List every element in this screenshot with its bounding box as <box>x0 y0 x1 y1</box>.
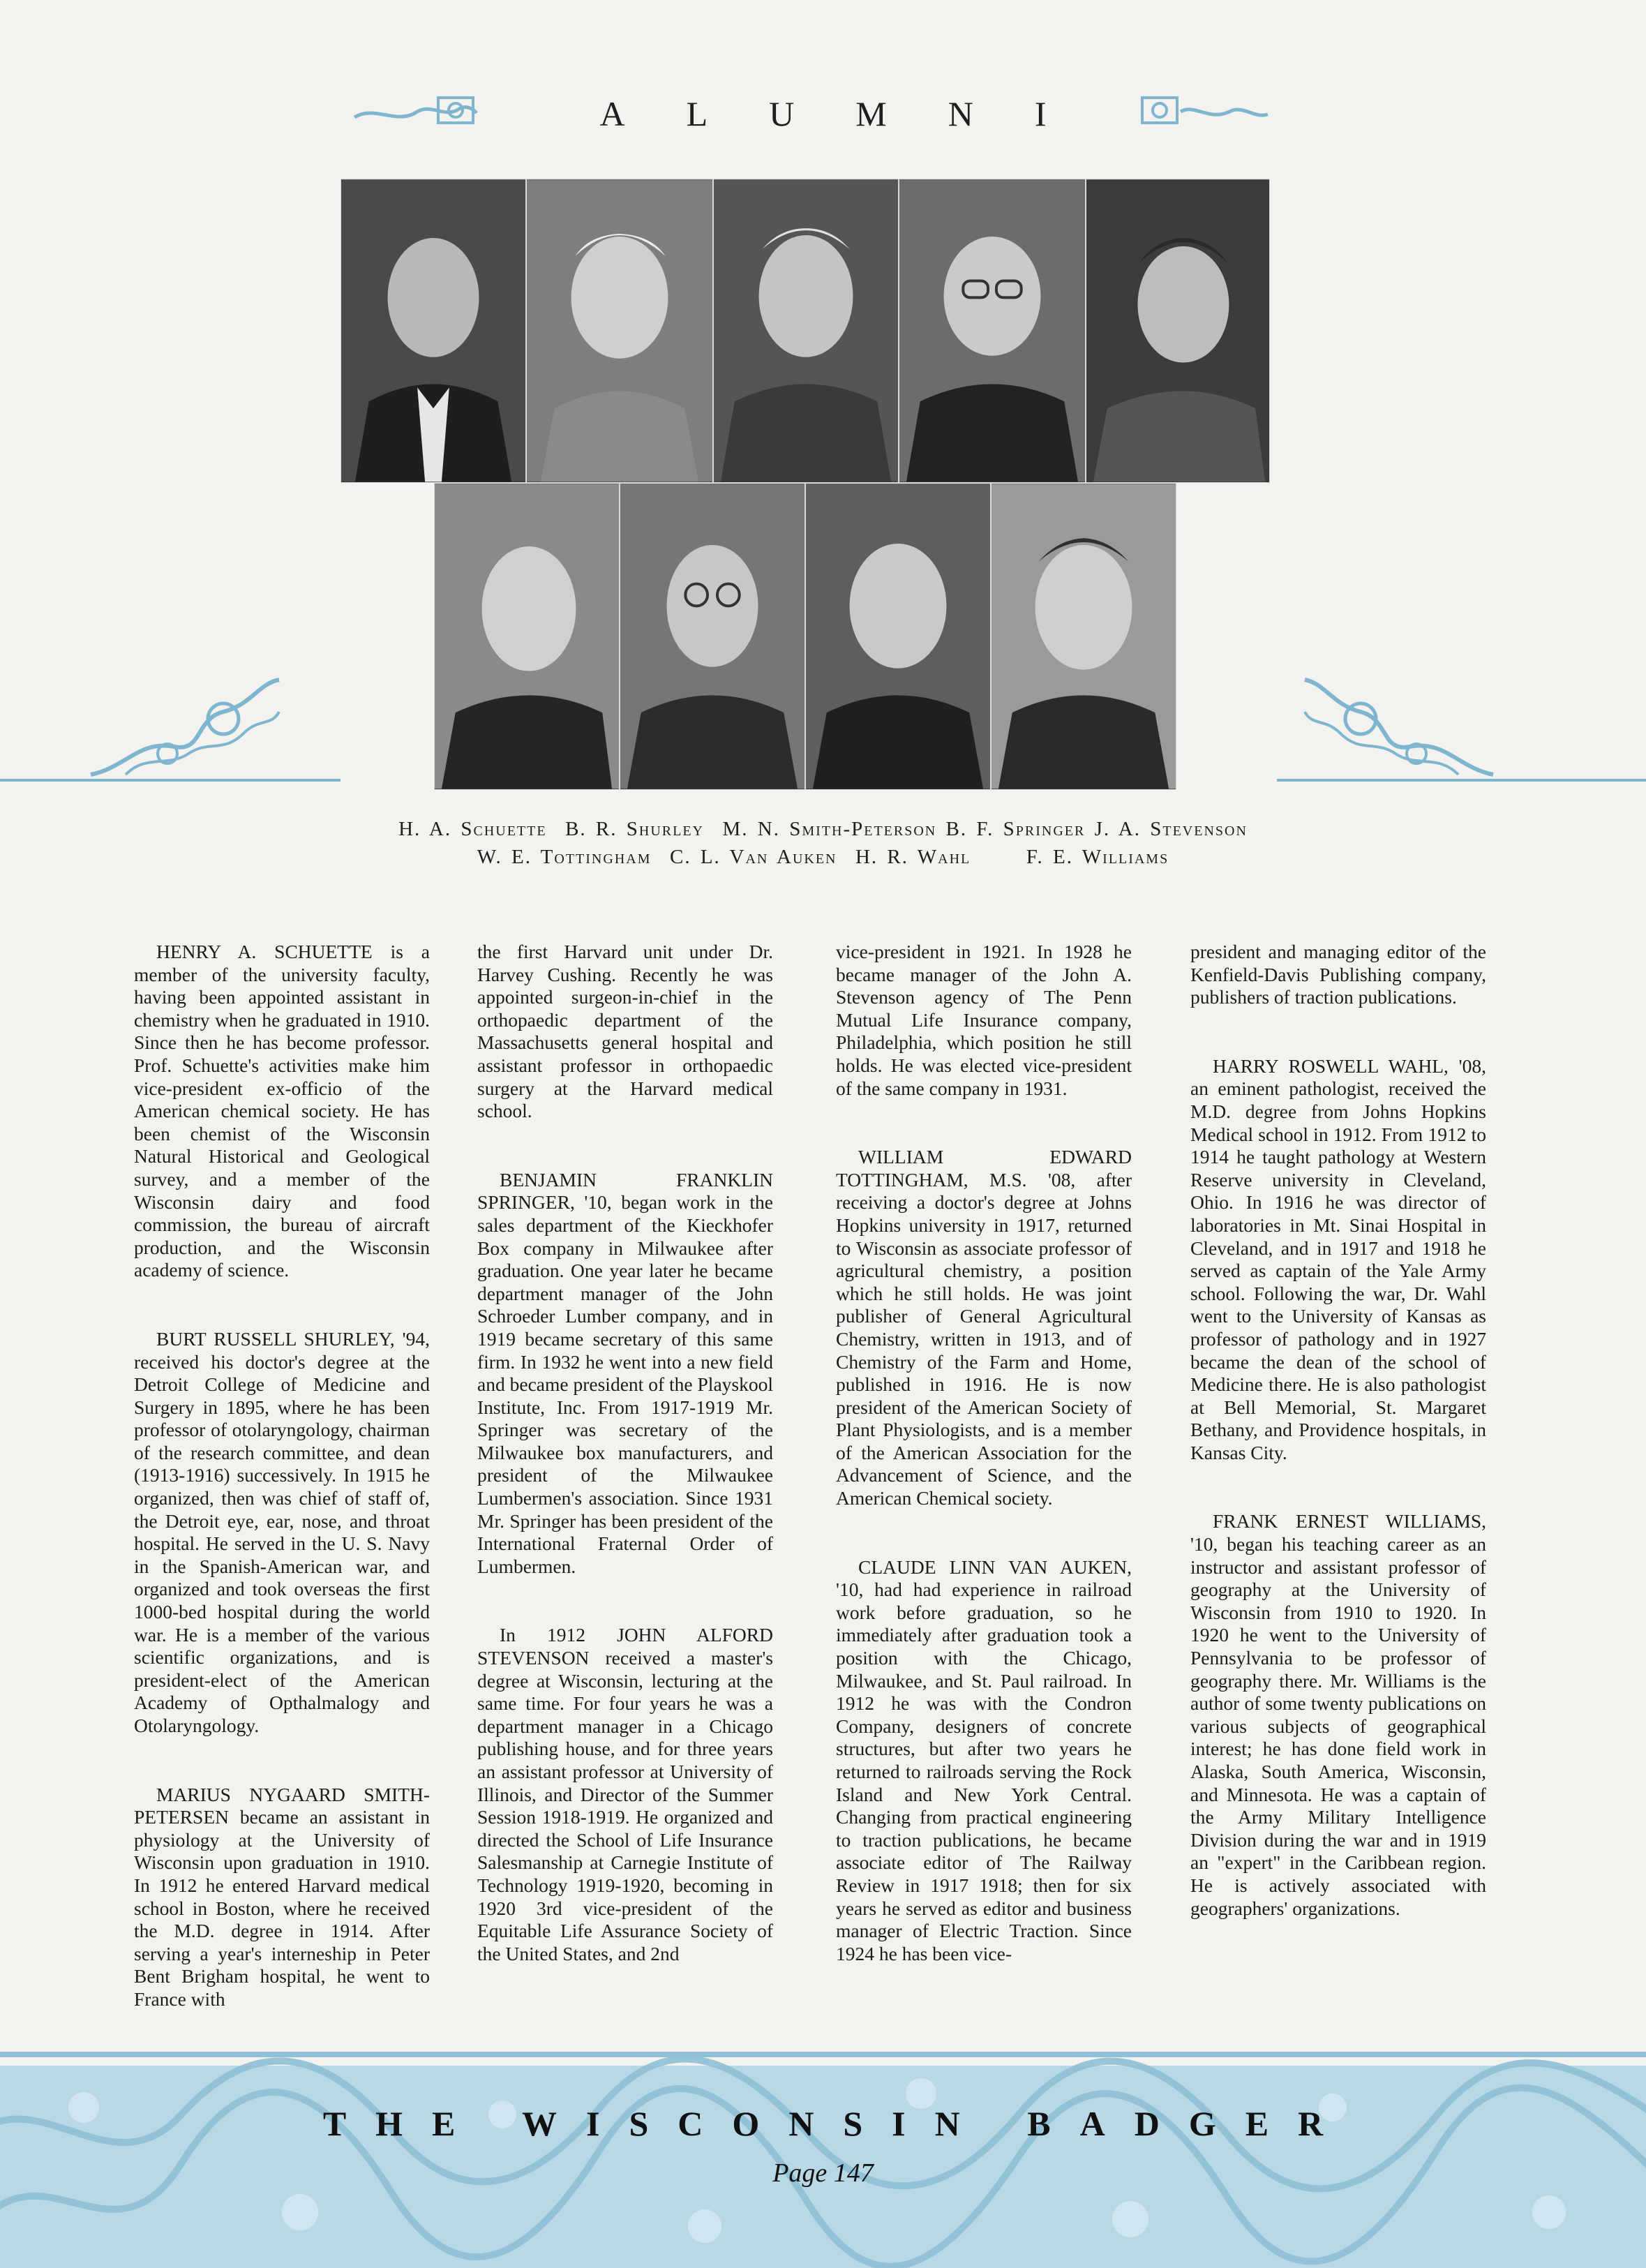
bio-van-auken: CLAUDE LINN VAN AUKEN, '10, had had experience in railroad work before graduation, so he immediately after graduation took a position with the Chicago, Milwaukee, and St. Paul railroad. In 1912 he was with the Condron Company, designers of concrete structures, but after two years he returned to railroads serving the Rock Island and New York Central. Changing from practical engineering to traction publications, he became associate editor of The Railway Review in 1917 1918; then for six years he served as editor and business manager of Electric Traction. Since 1924 he has been vice- <box>836 1555 1132 1964</box>
portrait-schuette <box>341 179 526 483</box>
portrait-grid <box>341 179 1277 790</box>
portrait-van-auken <box>620 483 805 790</box>
bio-shurley: BURT RUSSELL SHURLEY, '94, received his doctor's degree at the Detroit College of Medicine and Surgery in 1895, where he has been professor of otolaryngology, chairman of the research committee, and dean (1913-1916) successively. In 1915 he organized, then was chief of staff of, the Detroit eye, ear, nose, and throat hospital. He served in the U. S. Navy in the Spanish-American war, and organized and took overseas the first 1000-bed hospital during the world war. He is a member of the various scientific organizations, and is president-elect of the American Academy of Opthalmalogy and Otolaryngology. <box>134 1327 430 1736</box>
page-number: Page 147 <box>772 2158 874 2188</box>
footer-title: THE WISCONSIN BADGER <box>322 2104 1353 2143</box>
bio-smith-petersen-cont: the first Harvard unit under Dr. Harvey Cushing. Recently he was appointed surgeon-in-chief in the orthopaedic department of the Massachusetts general hospital and assistant professor in orthopaedic surgery at the Harvard medical school. <box>477 941 773 1122</box>
bio-wahl: HARRY ROSWELL WAHL, '08, an eminent pathologist, received the M.D. degree from Johns Hopkins Medical school in 1912. From 1912 to 1914 he taught pathology at Western Reserve university in Cleveland, Ohio. In 1916 he was director of laboratories in Mt. Sinai Hospital in Cleveland, and in 1917 and 1918 he served as captain of the Yale Army school. Following the war, Dr. Wahl went to the University of Kansas as professor of pathology and in 1927 became the dean of the school of Medicine there. He is also pathologist at Bell Memorial, St. Margaret Bethany, and Providence hospitals, in Kansas City. <box>1190 1054 1486 1463</box>
bio-springer: BENJAMIN FRANKLIN SPRINGER, '10, began work in the sales department of the Kieckhofer Box company in Milwaukee after graduation. One year later he became department manager of the John Schroeder Lumber company, and in 1919 became secretary of this same firm. In 1932 he went into a new field and became president of the Playskool Institute, Inc. From 1917-1919 Mr. Springer was secretary of the Milwaukee box manufacturers, and president of the Milwaukee Lumbermen's association. Since 1931 Mr. Springer has been president of the International Fraternal Order of Lumbermen. <box>477 1168 773 1577</box>
portrait-shurley <box>526 179 713 483</box>
portrait-tottingham <box>434 483 620 790</box>
bio-williams: FRANK ERNEST WILLIAMS, '10, began his teaching career as an instructor and assistant professor of geography at the University of Wisconsin from 1910 to 1920. In 1920 he went to the University of Pennsylvania to be professor of geography there. Mr. Williams is the author of some twenty publications on various subjects of geographical interest; he has done field work in Alaska, South America, Wisconsin, and Minnesota. He was a captain of the Army Military Intelligence Division during the war and in 1919 an "expert" in the Caribbean region. He is actively associated with geographers' organizations. <box>1190 1510 1486 1919</box>
page-header <box>0 89 1646 138</box>
bio-smith-petersen: MARIUS NYGAARD SMITH-PETERSEN became an assistant in physiology at the University of Wisconsin upon graduation in 1910. In 1912 he entered Harvard medical school in Boston, where he received the M.D. degree in 1914. After serving a year's interneship in Peter Bent Brigham hospital, he went to France with <box>134 1783 430 2010</box>
portrait-caption-row-2: W. E. Tottingham C. L. Van Auken H. R. Wahl F. E. Williams <box>477 846 1169 868</box>
portrait-williams <box>991 483 1176 790</box>
bio-stevenson-cont: vice-president in 1921. In 1928 he became manager of the John A. Stevenson agency of The Penn Mutual Life Insurance company, Philadelphia, which position he still holds. He was elected vice-president of the same company in 1931. <box>836 941 1132 1099</box>
bio-van-auken-cont: president and managing editor of the Kenfield-Davis Publishing company, publishers of traction publications. <box>1190 941 1486 1008</box>
bio-tottingham: WILLIAM EDWARD TOTTINGHAM, M.S. '08, after receiving a doctor's degree at Johns Hopkins university in 1917, returned to Wisconsin as associate professor of agricultural chemistry, a position which he still holds. He was joint publisher of General Agricultural Chemistry, written in 1913, and of Chemistry of the Farm and Home, published in 1916. He is now president of the American Society of Plant Physiologists, and is a member of the American Association for the Advancement of Science, and the American Chemical society. <box>836 1146 1132 1509</box>
biography-columns <box>134 941 1518 2029</box>
scroll-ornament-left-icon <box>84 670 286 784</box>
portrait-wahl <box>805 483 991 790</box>
portrait-caption-row-1: H. A. Schuette B. R. Shurley M. N. Smith-Peterson B. F. Springer J. A. Stevenson <box>398 818 1248 840</box>
portrait-smith-petersen <box>713 179 899 483</box>
bio-column-2 <box>477 941 773 2011</box>
bio-column-4 <box>1190 941 1486 1966</box>
page-footer <box>0 2052 1646 2268</box>
bio-schuette: HENRY A. SCHUETTE is a member of the university faculty, having been appointed assistant in chemistry when he graduated in 1910. Since then he has become professor. Prof. Schuette's activities make him vice-president ex-officio of the American chemical society. He has been chemist of the Wisconsin Natural Historical and Geological survey, and a member of the Wisconsin dairy and food commission, the bureau of aircraft production, and the Wisconsin academy of science. <box>134 941 430 1281</box>
portrait-stevenson <box>1086 179 1270 483</box>
bio-column-1 <box>134 941 430 2057</box>
portrait-springer <box>899 179 1086 483</box>
page-title: ALUMNI <box>599 94 1108 133</box>
scroll-ornament-right-icon <box>1298 670 1500 784</box>
header-ornament-right-icon <box>1139 91 1271 130</box>
bio-stevenson: In 1912 JOHN ALFORD STEVENSON received a master's degree at Wisconsin, lecturing at the same time. For four years he was a department manager in a Chicago publishing house, and for three years an assistant professor at University of Illinois, and Director of the Summer Session 1918-1919. He organized and directed the School of Life Insurance Salesmanship at Carnegie Institute of Technology 1919-1920, becoming in 1920 3rd vice-president of the Equitable Life Assurance Society of the United States, and 2nd <box>477 1624 773 1964</box>
bio-column-3 <box>836 941 1132 2011</box>
